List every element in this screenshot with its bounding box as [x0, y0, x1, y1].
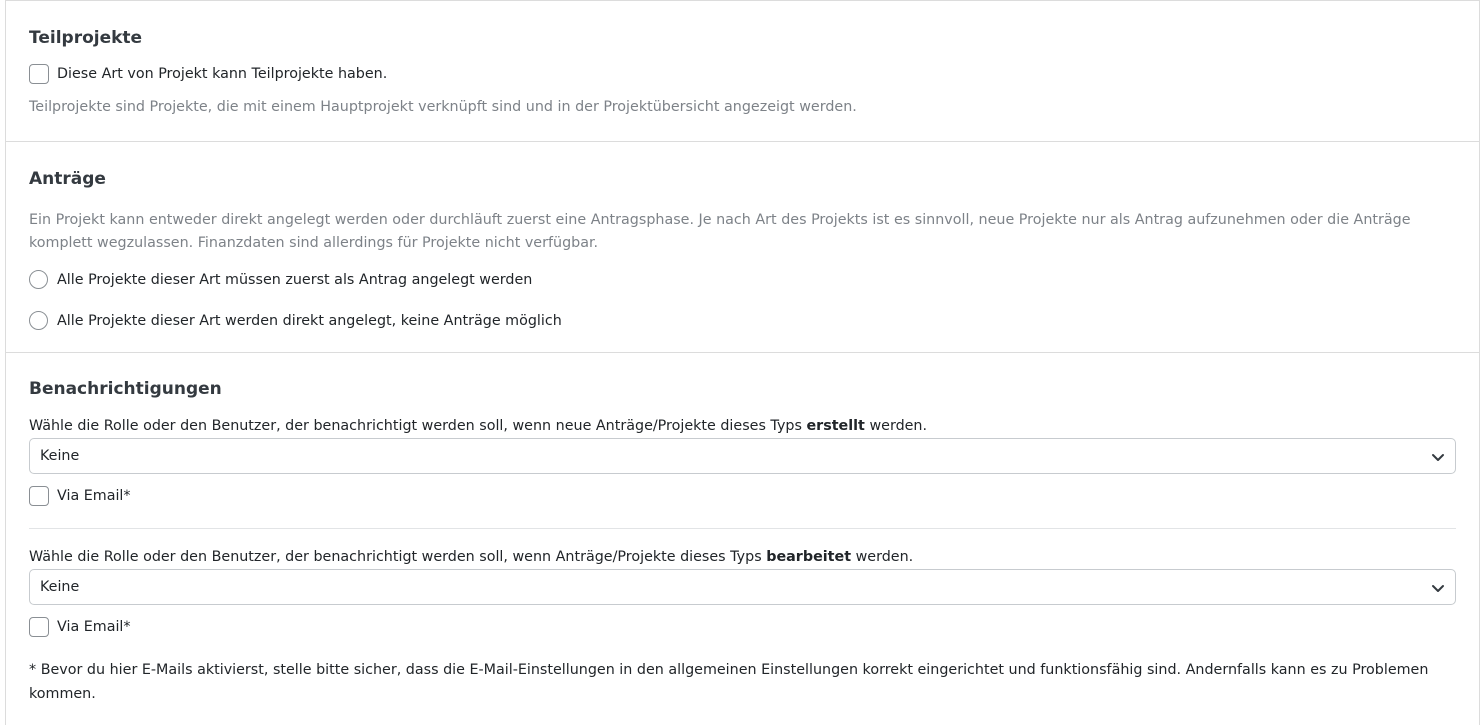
subprojects-help-text: Teilprojekte sind Projekte, die mit einem Hauptprojekt verknüpft sind und in der Projektübersicht angezeigt werden.	[29, 99, 857, 115]
notifications-divider	[29, 528, 1456, 529]
created-email-checkbox-row[interactable]	[29, 486, 131, 506]
created-desc-suffix: werden.	[864, 418, 928, 434]
applications-help-line-1: Ein Projekt kann entweder direkt angelegt werden oder durchläuft zuerst eine Antragsphase. Je nach Art des Projekts ist es sinnvoll, neue Projekte nur als Antrag aufzunehmen oder die Anträge	[29, 212, 1411, 228]
applications-required-label: Alle Projekte dieser Art müssen zuerst als Antrag angelegt werden	[57, 271, 533, 288]
created-email-label: Via Email*	[57, 488, 131, 504]
edited-notification-description	[29, 546, 913, 569]
subprojects-checkbox-label: Diese Art von Projekt kann Teilprojekte haben.	[57, 66, 388, 82]
email-footnote-line-2: kommen.	[29, 686, 96, 702]
applications-option-direct[interactable]	[29, 311, 562, 330]
applications-section	[6, 142, 1479, 353]
notifications-section	[6, 353, 1479, 726]
created-email-checkbox[interactable]	[29, 486, 49, 506]
created-desc-bold: erstellt	[806, 418, 865, 434]
edited-email-checkbox[interactable]	[29, 617, 49, 637]
applications-option-required[interactable]	[29, 270, 532, 289]
chevron-down-icon	[1430, 580, 1446, 596]
created-select-value: Keine	[40, 448, 80, 464]
created-recipient-select[interactable]	[29, 438, 1456, 474]
subprojects-section	[6, 1, 1479, 142]
applications-help-line-2: komplett wegzulassen. Finanzdaten sind allerdings für Projekte nicht verfügbar.	[29, 235, 599, 251]
subprojects-checkbox[interactable]	[29, 64, 49, 84]
applications-direct-label: Alle Projekte dieser Art werden direkt angelegt, keine Anträge möglich	[57, 312, 562, 329]
edited-email-label: Via Email*	[57, 619, 131, 635]
email-footnote-line-1: * Bevor du hier E-Mails aktivierst, stelle bitte sicher, dass die E-Mail-Einstellungen in den allgemeinen Einstellungen korrekt eingerichtet und funktionsfähig sind. Andernfalls kann es zu Problemen	[29, 662, 1429, 678]
chevron-down-icon	[1430, 449, 1446, 465]
edited-select-value: Keine	[40, 579, 80, 595]
project-type-settings-panel	[5, 0, 1480, 725]
edited-desc-suffix: werden.	[851, 549, 914, 565]
applications-direct-radio[interactable]	[29, 311, 48, 330]
applications-required-radio[interactable]	[29, 270, 48, 289]
edited-email-checkbox-row[interactable]	[29, 617, 131, 637]
edited-desc-bold: bearbeitet	[766, 549, 852, 565]
subprojects-checkbox-row[interactable]	[29, 64, 387, 84]
applications-heading: Anträge	[29, 169, 106, 189]
edited-recipient-select[interactable]	[29, 569, 1456, 605]
subprojects-heading: Teilprojekte	[29, 28, 143, 48]
created-notification-description	[29, 415, 927, 438]
notifications-heading: Benachrichtigungen	[29, 379, 222, 399]
created-desc-prefix: Wähle die Rolle oder den Benutzer, der benachrichtigt werden soll, wenn neue Anträge/Projekte dieses Typs	[29, 418, 807, 434]
edited-desc-prefix: Wähle die Rolle oder den Benutzer, der benachrichtigt werden soll, wenn Anträge/Projekte dieses Typs	[29, 549, 767, 565]
